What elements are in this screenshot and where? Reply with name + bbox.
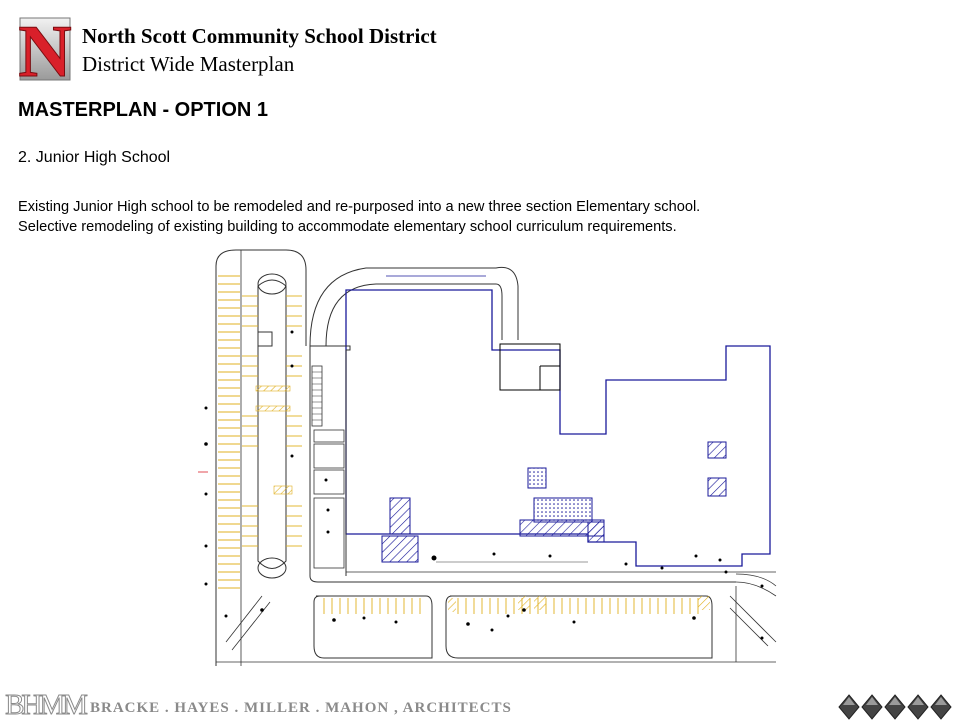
south-parking-stripes-1 [324,598,420,614]
description-line-1: Existing Junior High school to be remodeled and re-purposed into a new three section Elementary school. [18,199,701,215]
site-plan-drawing [196,246,776,666]
nav-diamond-icon[interactable] [862,695,882,719]
site-trees [204,331,763,640]
south-parking-stripes-2 [458,598,698,614]
nav-diamond-icon[interactable] [908,695,928,719]
nav-diamond-icon[interactable] [885,695,905,719]
slide-nav-arrows[interactable] [838,694,954,720]
slide-title: MASTERPLAN - OPTION 1 [18,99,269,121]
nav-diamond-icon[interactable] [931,695,951,719]
firm-logo [5,688,85,721]
district-logo [14,11,76,93]
firm-name: BRACKE . HAYES . MILLER . MAHON , ARCHITECTS [90,700,512,716]
slide-description [18,197,938,237]
description-line-2: Selective remodeling of existing building to accommodate elementary school curriculum requirements. [18,219,677,235]
logo-letter: N [18,11,72,93]
district-name: North Scott Community School District [82,24,437,48]
firm-logo-text: BHMM [5,689,85,721]
slide-subtitle: 2. Junior High School [18,149,171,166]
west-parking-stripes [218,276,240,588]
district-subtitle: District Wide Masterplan [82,52,295,76]
nav-diamond-icon[interactable] [839,695,859,719]
